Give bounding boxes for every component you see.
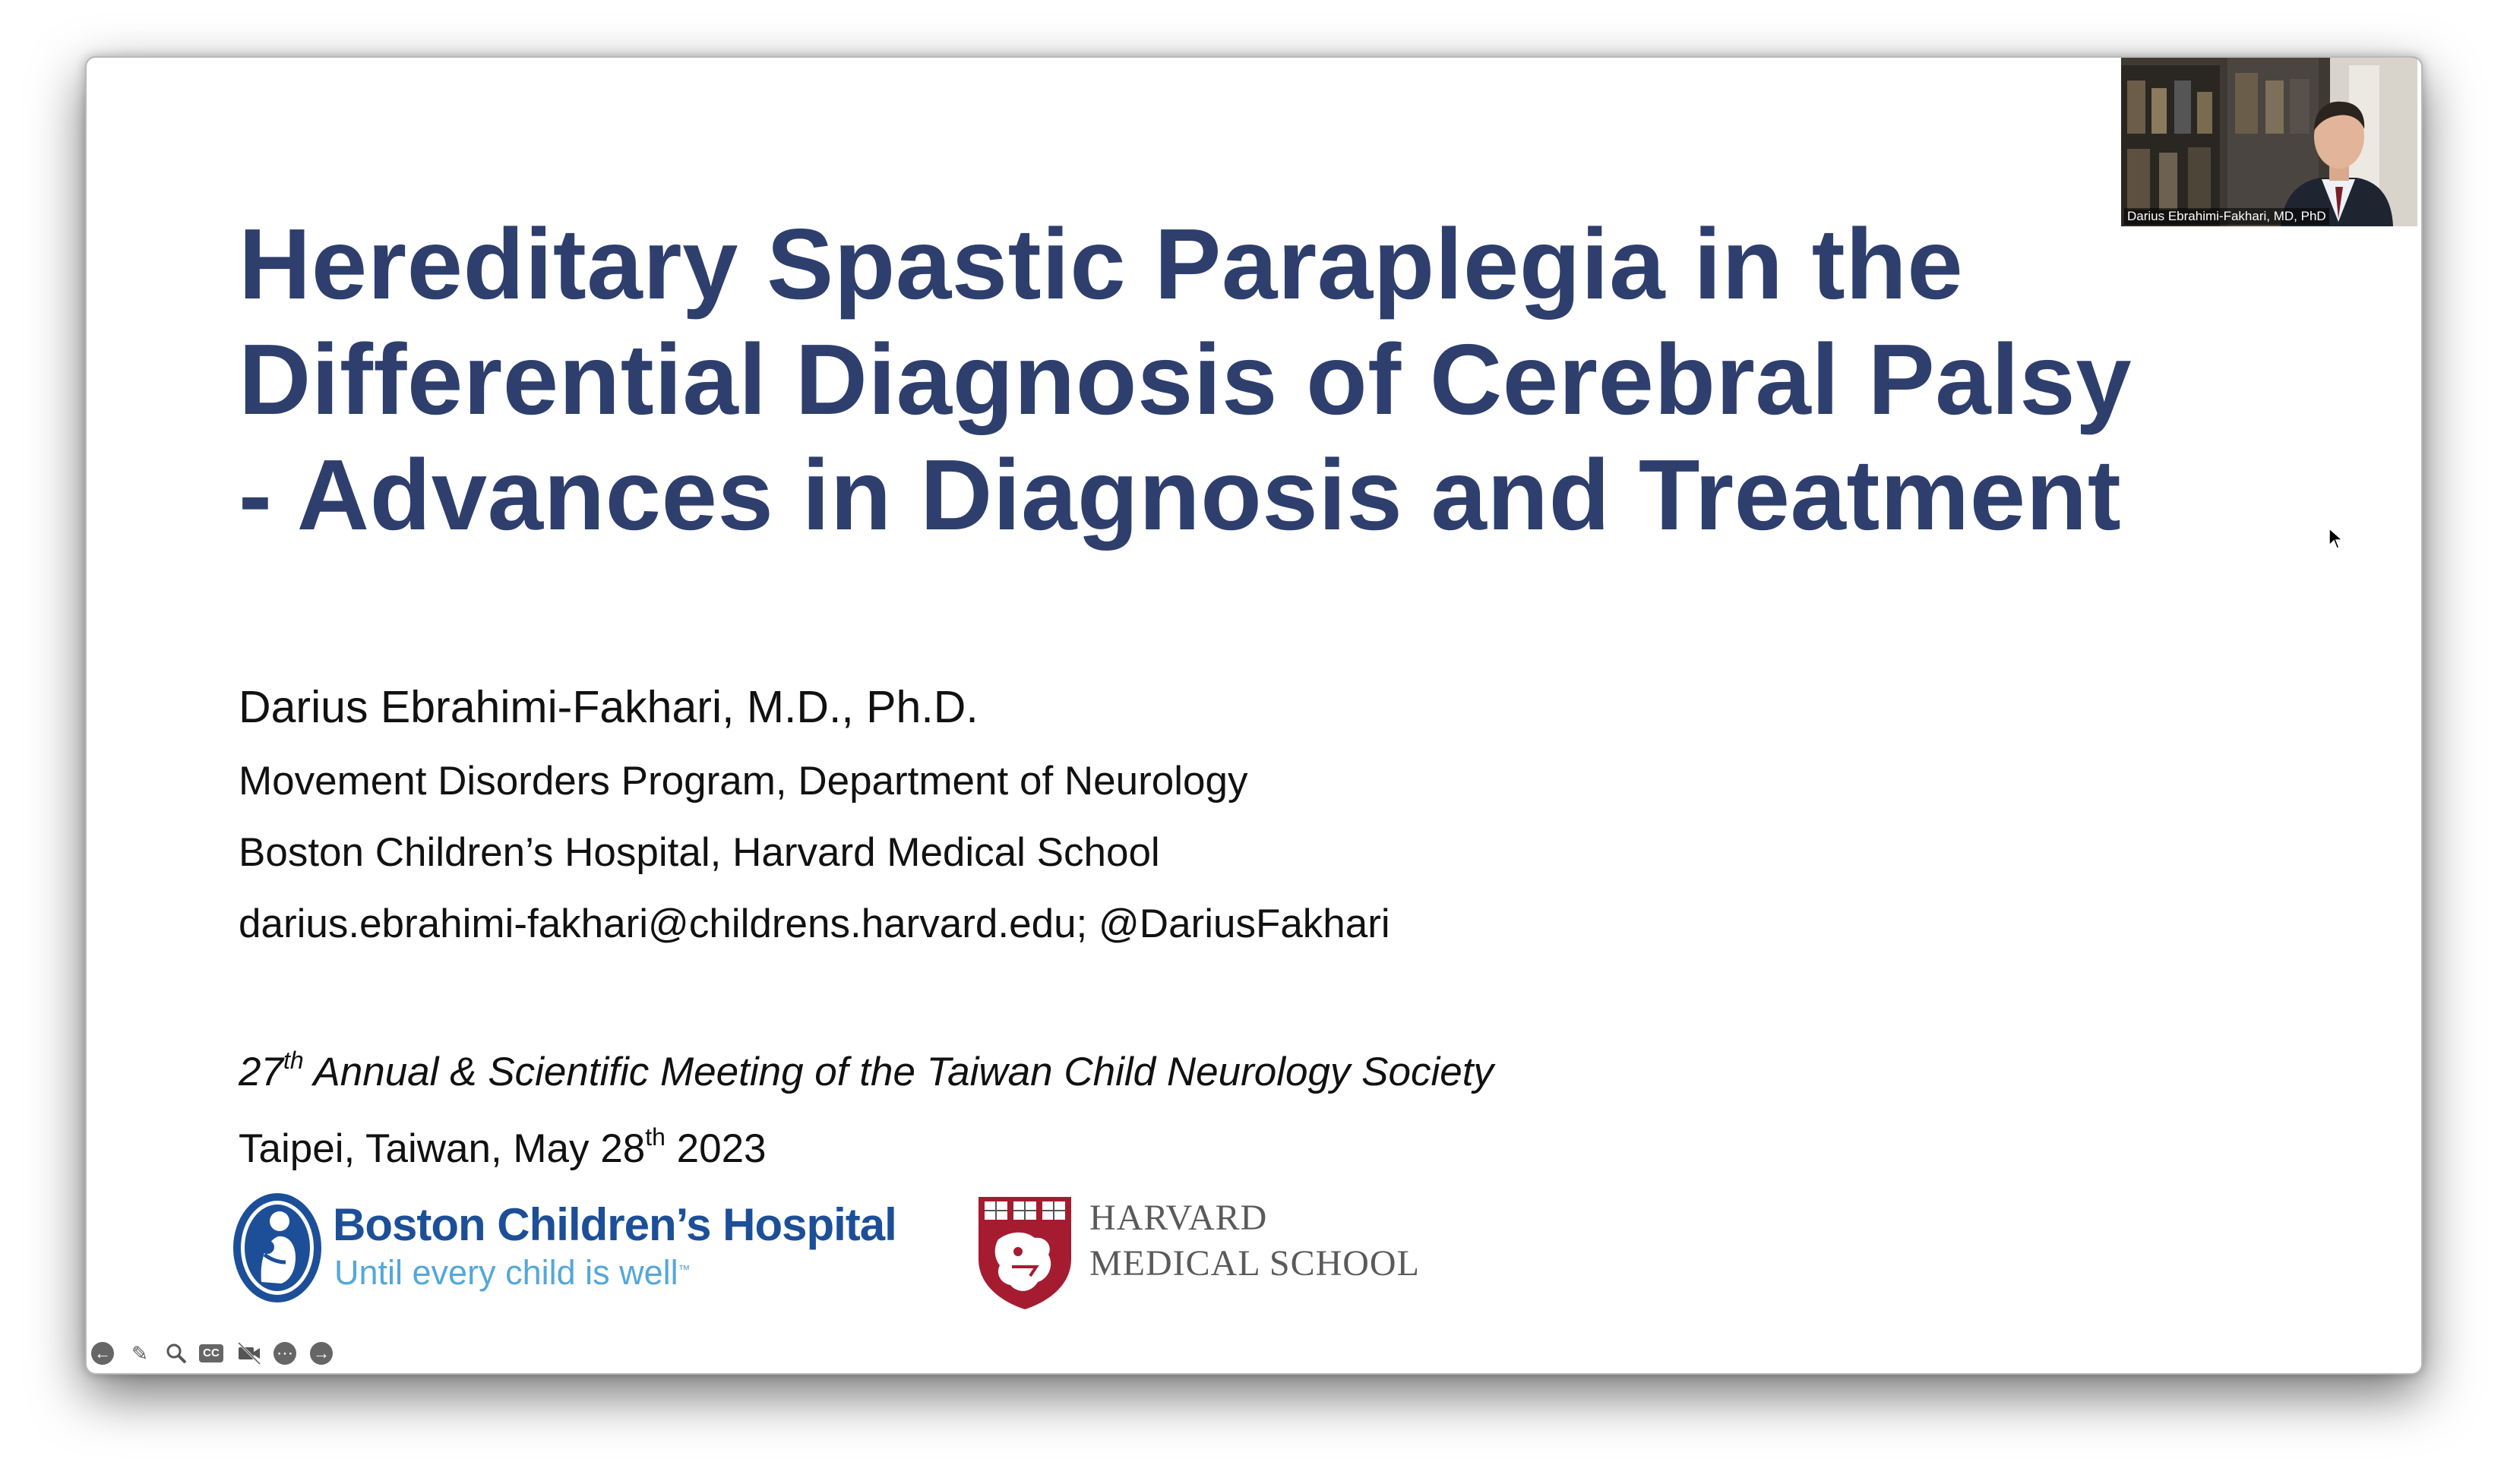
boston-childrens-hospital-logo: [231, 1189, 915, 1311]
camera-off-icon[interactable]: [236, 1340, 263, 1367]
meeting-ordinal: 27: [239, 1050, 283, 1094]
pen-icon[interactable]: ✎: [131, 1342, 148, 1365]
slide: [87, 58, 2421, 1373]
bch-name: Boston Children’s Hospital: [333, 1199, 896, 1250]
date-suffix: th: [645, 1123, 666, 1151]
slide-title: [239, 207, 2305, 553]
hms-line-1: HARVARD: [1089, 1198, 1268, 1238]
meeting-name: [239, 1049, 1494, 1096]
harvard-shield-icon: [975, 1194, 1074, 1311]
presentation-window: [85, 56, 2423, 1375]
captions-icon[interactable]: CC: [199, 1344, 223, 1362]
participant-name: Darius Ebrahimi-Fakhari, MD, PhD: [2124, 208, 2329, 225]
bch-tagline-text: Until every child is well: [334, 1253, 678, 1292]
hms-line-2: MEDICAL SCHOOL: [1089, 1243, 1420, 1284]
speaker-video-frame: [2121, 58, 2417, 226]
meeting-ordinal-suffix: th: [283, 1047, 304, 1074]
location-prefix: Taipei, Taiwan, May 28: [239, 1126, 646, 1171]
title-line: Hereditary Spastic Paraplegia in the: [239, 208, 1964, 320]
next-arrow-icon[interactable]: →: [310, 1342, 333, 1365]
author-block: [239, 680, 1390, 948]
title-line: Differential Diagnosis of Cerebral Palsy: [239, 324, 2133, 435]
more-icon[interactable]: ⋯: [273, 1342, 296, 1365]
harvard-medical-school-logo: [975, 1194, 1507, 1315]
bch-emblem-icon: [231, 1189, 324, 1306]
location-year: 2023: [665, 1126, 767, 1171]
affiliation-department: Movement Disorders Program, Department of Neurology: [239, 759, 1248, 804]
title-line: - Advances in Diagnosis and Treatment: [239, 439, 2122, 551]
presenter-toolbar: [91, 1340, 349, 1367]
meeting-text: Annual & Scientific Meeting of the Taiwan Child Neurology Society: [303, 1050, 1494, 1094]
bch-tm: ™: [678, 1264, 691, 1277]
speaker-video-thumbnail[interactable]: [2121, 58, 2417, 226]
mouse-cursor-icon: [2328, 527, 2343, 550]
meeting-location-date: [239, 1123, 767, 1173]
author-contact: darius.ebrahimi-fakhari@childrens.harvard.edu; @DariusFakhari: [239, 901, 1390, 946]
affiliation-institution: Boston Children’s Hospital, Harvard Medical School: [239, 830, 1160, 875]
previous-arrow-icon[interactable]: ←: [91, 1342, 114, 1365]
author-name: Darius Ebrahimi-Fakhari, M.D., Ph.D.: [239, 682, 979, 732]
bch-tagline: [334, 1253, 691, 1293]
zoom-icon[interactable]: [163, 1340, 190, 1367]
